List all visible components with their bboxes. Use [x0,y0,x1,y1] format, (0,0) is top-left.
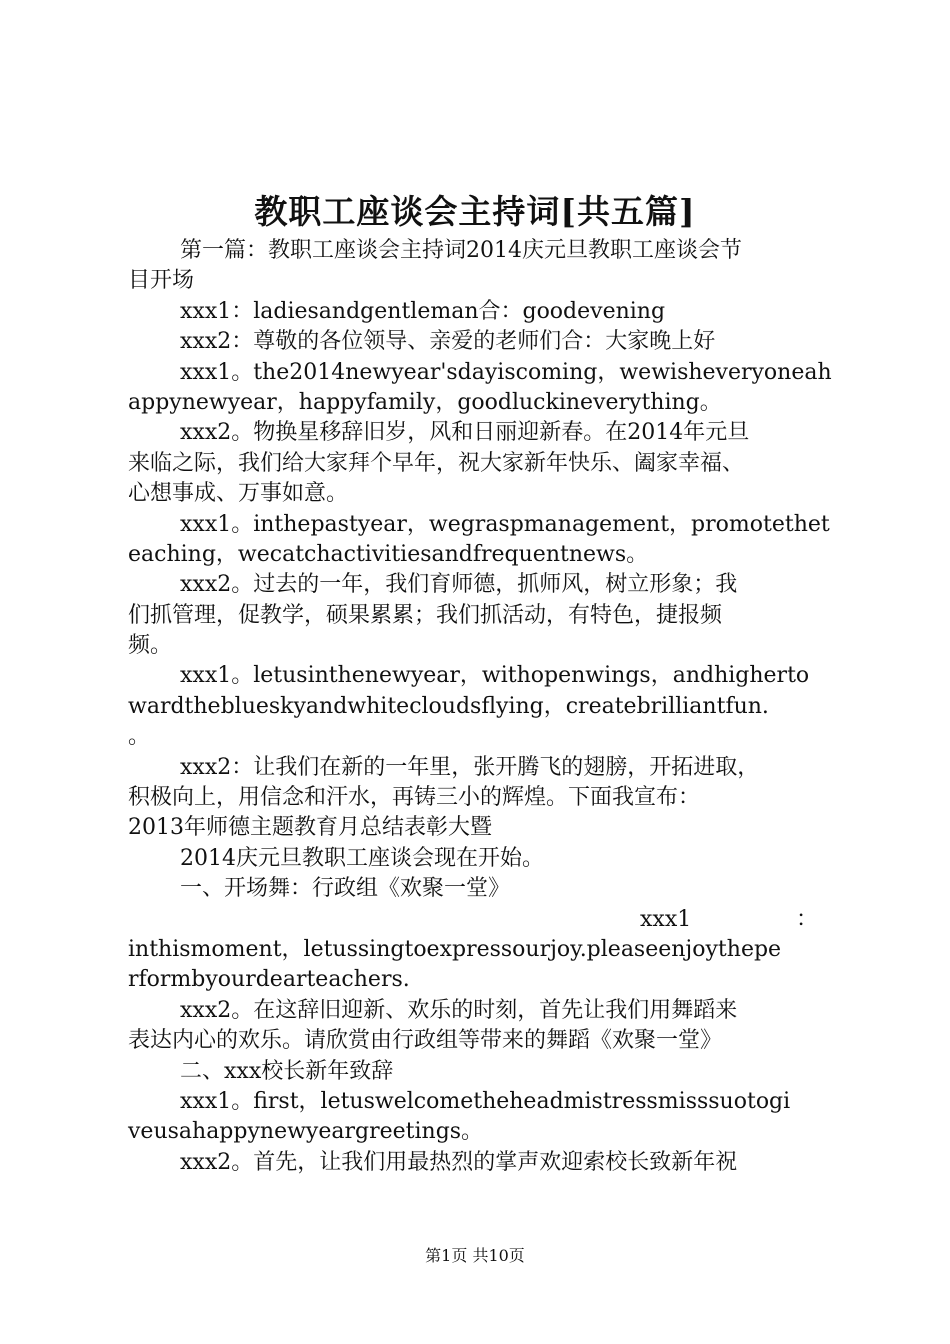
page-footer: 第1页 共10页 [425,1246,525,1265]
text-line: 目开场 [128,268,195,294]
text-line: 2014庆元旦教职工座谈会现在开始。 [180,845,544,871]
text-line: eaching，wecatchactivitiesandfrequentnews。 [128,541,649,567]
text-line: xxx2：让我们在新的一年里，张开腾飞的翅膀，开拓进取， [180,754,760,780]
text-line: xxx1。the2014newyear'sdayiscoming，wewisheveryoneah [180,359,832,385]
text-line: xxx1。letusinthenewyear，withopenwings，andhigherto [180,663,810,689]
text-line: xxx2。首先，让我们用最热烈的掌声欢迎索校长致新年祝 [180,1149,738,1175]
split-line [128,905,838,935]
text-line: 一、开场舞：行政组《欢聚一堂》 [180,876,511,902]
text-line: xxx2。在这辞旧迎新、欢乐的时刻，首先让我们用舞蹈来 [180,997,738,1023]
text-line: veusahappynewyeargreetings。 [128,1119,484,1145]
text-line: xxx2。物换星移辞旧岁，风和日丽迎新春。在2014年元旦 [180,420,750,446]
text-line: 2013年师德主题教育月总结表彰大暨 [128,815,492,841]
text-line: 第一篇：教职工座谈会主持词2014庆元旦教职工座谈会节 [180,238,742,263]
text-line: 们抓管理，促教学，硕果累累；我们抓活动，有特色，捷报频 [128,602,723,628]
text-line: inthismoment，letussingtoexpressourjoy.pleaseenjoythepe [128,936,782,962]
text-line: xxx2。过去的一年，我们育师德，抓师风，树立形象；我 [180,572,738,598]
document-body [128,236,838,1178]
text-line: xxx1。first，letuswelcometheheadmistressmisssuotogi [180,1088,791,1114]
text-line: rformbyourdearteachers. [128,967,410,993]
text-line: xxx1：ladiesandgentleman合：goodevening [180,298,666,324]
split-line-left: xxx1 [640,906,692,932]
text-line: 心想事成、万事如意。 [128,481,349,507]
text-line: 积极向上，用信念和汗水，再铸三小的辉煌。下面我宣布： [128,785,701,811]
text-line: xxx2：尊敬的各位领导、亲爱的老师们合：大家晚上好 [180,329,716,355]
split-line-right: ： [795,906,818,932]
text-line: 二、xxx校长新年致辞 [180,1058,394,1084]
text-line: xxx1。inthepastyear，wegraspmanagement，promotethet [180,511,830,537]
document-title: 教职工座谈会主持词[共五篇] [254,192,696,231]
text-line: wardtheblueskyandwhitecloudsflying，createbrilliantfun. [128,693,769,719]
text-line: appynewyear，happyfamily，goodluckineverything。 [128,389,722,415]
text-line: 来临之际，我们给大家拜个早年，祝大家新年快乐、阖家幸福、 [128,450,745,476]
text-line: 频。 [128,633,173,659]
text-line: 表达内心的欢乐。请欣赏由行政组等带来的舞蹈《欢聚一堂》 [128,1028,723,1054]
text-line: 。 [128,724,151,750]
